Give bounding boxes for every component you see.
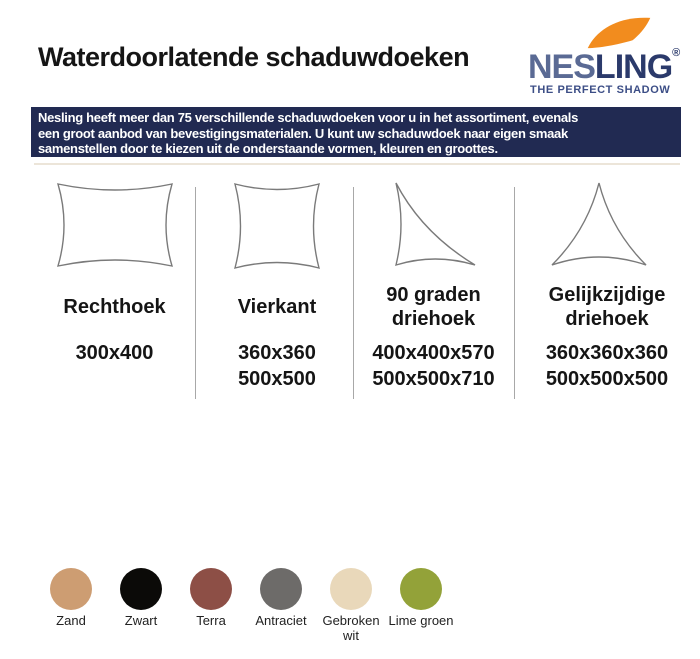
shape-name: 90 graden driehoek [386, 284, 481, 330]
column-divider [514, 187, 515, 399]
shape-name: Gelijkzijdige driehoek [548, 284, 666, 330]
banner-line-2: een groot aanbod van bevestigingsmaterialen. U kunt uw schaduwdoek naar eigen smaak [38, 125, 568, 141]
color-label: Terra [196, 613, 226, 628]
rectangle-sail-shape [34, 180, 195, 276]
size-option: 360x360 [238, 342, 316, 364]
shape-sizes [201, 340, 353, 392]
shape-options-section [0, 178, 700, 402]
column-divider [195, 187, 196, 399]
shape-sizes [353, 340, 514, 392]
shape-name: Vierkant [237, 296, 317, 318]
color-label: Zand [56, 613, 86, 628]
equilateral-triangle-sail-shape [514, 180, 700, 276]
page-title: Waterdoorlatende schaduwdoeken [38, 42, 470, 72]
square-sail-shape [201, 180, 353, 276]
sail-icon [585, 14, 653, 52]
right-triangle-sail-shape [353, 180, 514, 276]
brand-ling: LING [594, 48, 673, 86]
column-gelijkzijdige-driehoek [514, 178, 700, 402]
size-option: 300x400 [75, 342, 154, 364]
color-label: Lime groen [388, 613, 454, 628]
swatch-lime-groen [386, 568, 456, 643]
color-label: Gebroken wit [322, 613, 380, 643]
banner-line-3: samenstellen door te kiezen uit de onderstaande vormen, kleuren en groottes. [38, 141, 498, 157]
registered-mark: ® [672, 47, 680, 59]
swatch-terra [176, 568, 246, 643]
swatch-antraciet [246, 568, 316, 643]
intro-banner [31, 107, 681, 157]
brand-nes: NES [528, 48, 595, 86]
shape-sizes [514, 340, 700, 392]
color-circle [50, 568, 92, 610]
shape-sizes [34, 340, 195, 366]
column-rechthoek [0, 178, 195, 402]
size-option: 400x400x570 [372, 342, 495, 364]
swatch-zand [36, 568, 106, 643]
size-option: 500x500 [238, 368, 316, 390]
color-label: Antraciet [255, 613, 307, 628]
swatch-zwart [106, 568, 176, 643]
size-option: 500x500x500 [545, 368, 669, 390]
nesling-logo [528, 6, 690, 100]
column-90-graden-driehoek [353, 178, 514, 402]
column-divider [353, 187, 354, 399]
brand-wordmark [528, 47, 680, 86]
color-label: Zwart [124, 613, 158, 628]
color-circle [260, 568, 302, 610]
color-circle [330, 568, 372, 610]
swatch-gebroken-wit [316, 568, 386, 643]
sail-shape [588, 18, 651, 48]
color-circle [120, 568, 162, 610]
brand-tagline: THE PERFECT SHADOW [530, 84, 671, 96]
size-option: 500x500x710 [372, 368, 495, 390]
shape-name: Rechthoek [63, 296, 166, 318]
banner-line-1: Nesling heeft meer dan 75 verschillende schaduwdoeken voor u in het assortiment, evenals [38, 110, 579, 125]
color-options-section [36, 568, 476, 643]
color-circle [190, 568, 232, 610]
size-option: 360x360x360 [545, 342, 669, 364]
color-circle [400, 568, 442, 610]
banner-shadow-line [34, 163, 680, 165]
column-vierkant [195, 178, 353, 402]
